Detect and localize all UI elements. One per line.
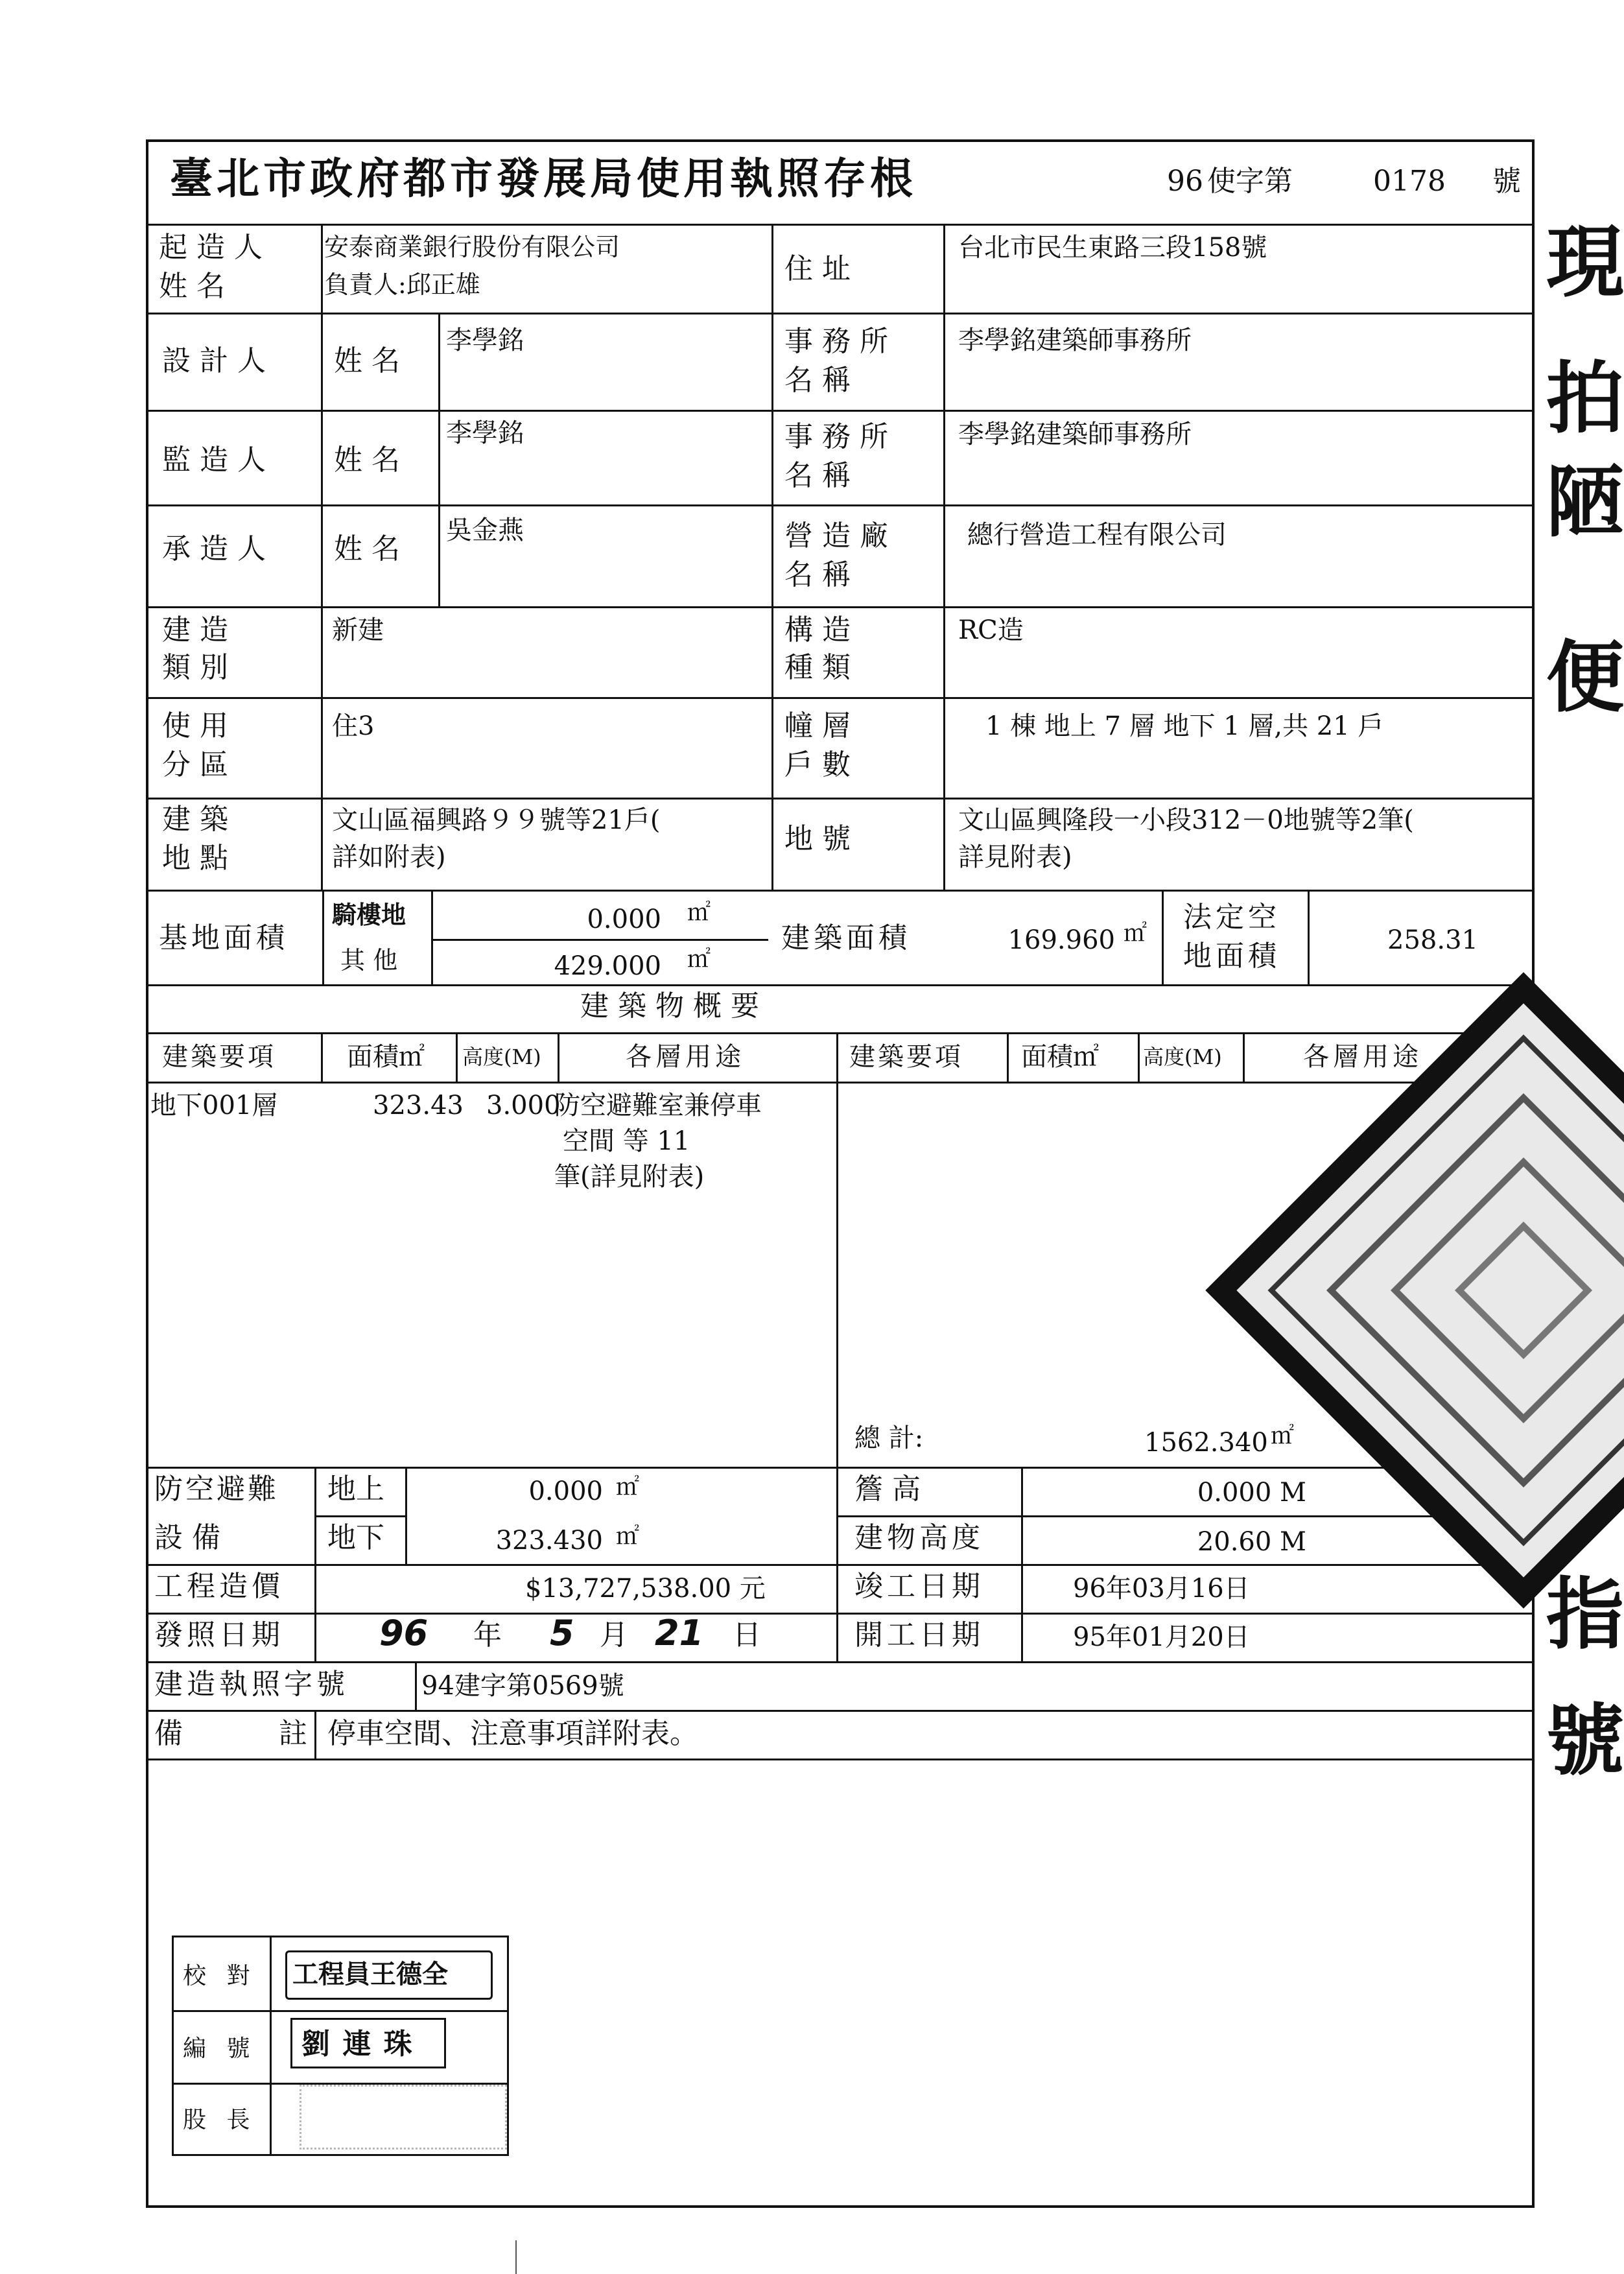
other-unit: ㎡ [687,946,711,973]
shelter-above-label: 地上 [327,1473,384,1506]
col-header-area: 面積㎡ [347,1042,425,1072]
rule [438,313,440,606]
contractor-name-label: 姓 名 [334,532,400,565]
rule [146,1613,1535,1615]
issue-month: 5 [550,1613,574,1653]
rule [1138,1032,1140,1082]
applicant-name: 安泰商業銀行股份有限公司 [324,233,620,261]
row-use-line-2: 空間 等 11 [563,1126,690,1156]
supervisor-name: 李學銘 [446,418,524,448]
units-value: 1 棟 地上 7 層 地下 1 層,共 21 戶 [985,711,1384,741]
rule [431,939,768,941]
chief-label: 股 長 [183,2107,257,2133]
remarks-label-2: 註 [279,1717,307,1750]
start-date: 95年01月20日 [1073,1622,1250,1652]
permit-label: 使字第 [1207,165,1293,198]
shelter-above-value: 0.000 [528,1476,603,1506]
issue-year-unit: 年 [473,1618,502,1652]
designer-name-label: 姓 名 [334,344,400,377]
structure-label-1: 構 造 [784,613,851,646]
location-line-2: 詳如附表) [332,842,446,872]
remarks-value: 停車空間、注意事項詳附表。 [327,1717,698,1750]
eave-value: 0.000 M [1197,1478,1306,1508]
completion-date: 96年03月16日 [1073,1574,1250,1604]
rule [322,890,324,984]
construction-type-label-1: 建 造 [162,613,228,646]
designer-office: 李學銘建築師事務所 [958,326,1192,355]
building-area-value: 169.960 [1007,925,1115,955]
contractor-firm-label-2: 名 稱 [784,558,851,591]
completion-label: 竣工日期 [854,1570,984,1603]
designer-office-label-1: 事 務 所 [784,325,888,358]
row-use-line-3: 筆(詳見附表) [554,1162,705,1192]
overview-title: 建 築 物 概 要 [580,989,759,1023]
open-space-value: 258.31 [1387,925,1478,955]
construction-type: 新建 [332,615,384,645]
col-header-area-right: 面積㎡ [1021,1042,1099,1072]
contractor-role: 承 造 人 [162,532,266,565]
designer-role: 設 計 人 [162,344,266,377]
shelter-above-unit: ㎡ [616,1474,640,1500]
supervisor-office: 李學銘建築師事務所 [958,420,1192,449]
rule [146,224,1535,226]
designer-name: 李學銘 [446,326,524,355]
rule [146,504,1535,506]
issue-year: 96 [379,1613,429,1653]
row-height: 3.000 [486,1091,561,1120]
start-date-label: 開工日期 [854,1618,984,1652]
lot-line-2: 詳見附表) [958,842,1072,872]
rule [146,1710,1535,1712]
issue-day-unit: 日 [733,1618,761,1652]
rule [836,1032,838,1467]
col-header-height: 高度(M) [462,1045,541,1069]
rule [405,1467,407,1564]
rule [314,1710,316,1759]
col-header-use: 各層用途 [626,1042,745,1072]
rule [314,1467,316,1661]
document-title: 臺北市政府都市發展局使用執照存根 [170,153,917,204]
rule [943,224,945,890]
row-use-line-1: 防空避難室兼停車 [554,1091,762,1120]
zoning-label-2: 分 區 [162,748,228,781]
rule [415,1661,417,1710]
rule [146,798,1535,799]
col-header-item-right: 建築要項 [849,1042,963,1072]
margin-mark: 拍 [1546,353,1624,444]
issue-day: 21 [655,1613,704,1653]
issue-date-label: 發照日期 [154,1618,284,1652]
arcade-unit: ㎡ [687,899,711,926]
rule [321,606,323,890]
rule [321,1032,323,1082]
fold-mark [515,2240,517,2274]
building-area-label: 建築面積 [781,921,911,954]
margin-mark: 陋 [1546,456,1624,548]
total-value: 1562.340 [1144,1428,1268,1458]
chief-stamp-faded [300,2085,507,2150]
permit-number: 0178 [1373,165,1446,198]
rule [146,890,1535,892]
official-seal [1219,953,1603,1589]
lot-label: 地 號 [784,822,851,855]
number-label: 編 號 [183,2035,257,2062]
total-label: 總 計: [854,1423,924,1453]
zoning-label-1: 使 用 [162,709,228,742]
contractor-firm-label-1: 營 造 廠 [784,519,888,552]
rule [558,1032,559,1082]
rule [771,224,773,890]
shelter-below-unit: ㎡ [616,1523,640,1550]
rule [321,224,323,606]
construction-type-label-2: 類 別 [162,651,228,684]
cost-label: 工程造價 [154,1570,284,1603]
designer-office-label-2: 名 稱 [784,364,851,397]
shelter-label-2: 設 備 [154,1521,220,1554]
rule [314,1515,405,1517]
total-unit: ㎡ [1271,1423,1295,1449]
rule [836,1467,838,1661]
shelter-below-label: 地下 [327,1521,384,1554]
rule [146,313,1535,314]
rule [431,890,433,984]
arcade-value: 0.000 [587,905,661,934]
site-area-label: 基地面積 [159,921,288,954]
location-label-2: 地 點 [162,842,228,875]
row-item: 地下001層 [150,1091,278,1120]
issue-month-unit: 月 [600,1618,628,1652]
supervisor-office-label-2: 名 稱 [784,459,851,492]
margin-mark: 指 [1546,1569,1624,1660]
rule [146,1759,1535,1760]
building-height-label: 建物高度 [854,1521,984,1554]
col-header-use-right: 各層用途 [1303,1042,1422,1072]
shelter-label-1: 防空避難 [154,1473,279,1506]
structure-label-2: 種 類 [784,651,851,684]
contractor-firm: 總行營造工程有限公司 [967,520,1227,550]
supervisor-office-label-1: 事 務 所 [784,420,888,453]
structure-type: RC造 [958,615,1024,645]
check-stamp: 工程員王德全 [285,1950,493,2000]
open-space-label-1: 法定空 [1183,901,1280,934]
margin-mark: 便 [1546,632,1624,723]
license-value: 94建字第0569號 [421,1671,624,1701]
row-area: 323.43 [373,1091,464,1120]
permit-suffix: 號 [1492,165,1521,198]
rule [456,1032,458,1082]
eave-label: 簷 高 [854,1473,921,1506]
margin-mark: 現 [1546,217,1624,308]
cost-value: $13,727,538.00 元 [525,1574,766,1604]
check-label: 校 對 [183,1963,257,1989]
lot-line-1: 文山區興隆段一小段312－0地號等2筆( [958,805,1414,835]
arcade-label: 騎樓地 [332,900,406,929]
col-header-item: 建築要項 [162,1042,276,1072]
supervisor-name-label: 姓 名 [334,444,400,477]
zoning-value: 住3 [332,711,375,741]
applicant-representative: 負責人:邱正雄 [324,270,480,299]
shelter-below-value: 323.430 [495,1526,603,1556]
license-label: 建造執照字號 [154,1668,349,1701]
remarks-label-1: 備 [154,1717,183,1750]
permit-year: 96 [1167,165,1203,198]
contractor-name: 吳金燕 [446,515,524,545]
applicant-label-1: 起 造 人 [159,231,263,264]
number-stamp: 劉 連 珠 [290,2018,446,2068]
location-label-1: 建 築 [162,803,228,836]
rule [146,1661,1535,1663]
applicant-label-2: 姓 名 [159,270,225,303]
building-area-unit: ㎡ [1124,920,1147,947]
other-label: 其 他 [340,946,398,975]
rule [146,697,1535,699]
rule [146,410,1535,412]
supervisor-role: 監 造 人 [162,444,266,477]
rule [1021,1467,1023,1661]
address-value: 台北市民生東路三段158號 [958,233,1267,263]
location-line-1: 文山區福興路９９號等21戶( [332,805,661,835]
margin-mark: 號 [1546,1695,1624,1786]
rule [1007,1032,1009,1082]
rule [1162,890,1164,984]
open-space-label-2: 地面積 [1183,940,1280,973]
units-label-1: 幢 層 [784,709,851,742]
address-label: 住 址 [784,252,851,285]
units-label-2: 戶 數 [784,748,851,781]
col-header-height-right: 高度(M) [1143,1045,1222,1069]
rule [146,606,1535,608]
building-height-value: 20.60 M [1197,1527,1306,1557]
other-value: 429.000 [554,951,661,981]
